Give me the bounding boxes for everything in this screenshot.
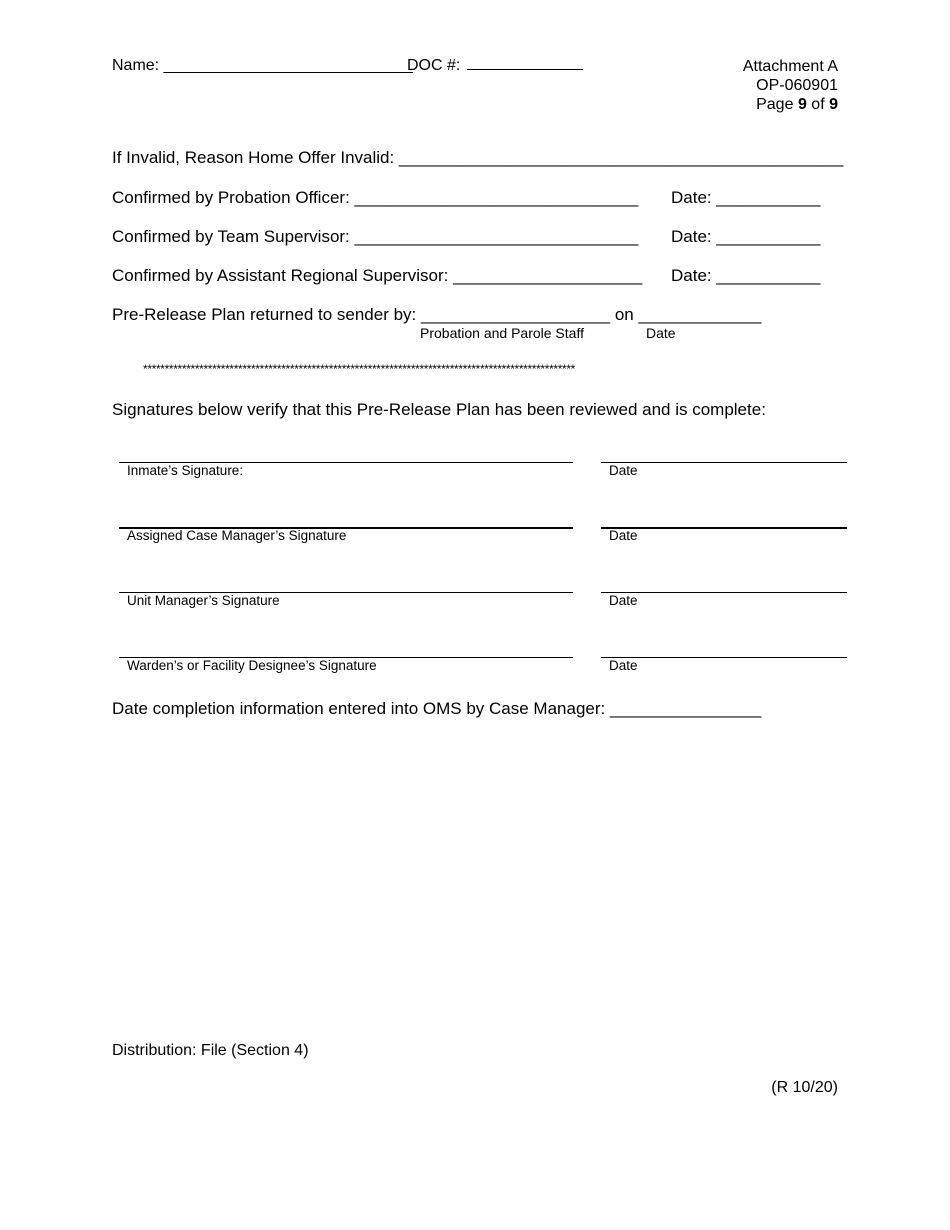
date-line[interactable] [601,657,847,658]
date-label: Date [609,463,638,478]
attachment-block [743,57,838,114]
doc-number-line [467,68,583,70]
probation-officer-date[interactable]: Date: ___________ [671,188,821,207]
date-label: Date [609,593,638,608]
staff-caption: Probation and Parole Staff [420,325,584,341]
date-line[interactable] [601,527,847,529]
team-supervisor-date[interactable]: Date: ___________ [671,227,821,246]
doc-number-label: DOC #: [407,57,461,74]
oms-entry-field[interactable]: Date completion information entered into OMS by Case Manager: ________________ [112,699,762,718]
signature-label: Warden’s or Facility Designee’s Signature [127,658,377,673]
date-label: Date [609,658,638,673]
returned-by-field[interactable]: Pre-Release Plan returned to sender by: ____________________ on _____________ [112,305,762,324]
distribution-note: Distribution: File (Section 4) [112,1042,309,1059]
returned-date-caption: Date [646,325,676,341]
signature-label: Assigned Case Manager’s Signature [127,528,347,543]
name-field[interactable] [112,57,413,75]
invalid-reason-field[interactable]: If Invalid, Reason Home Offer Invalid: _______________________________________________ [112,148,844,167]
name-label: Name: [112,57,160,74]
team-supervisor-field[interactable]: Confirmed by Team Supervisor: ______________________________ [112,227,639,246]
asterisk-separator: **************************************************************************************************** [143,362,575,376]
page-indicator: Page 9 of 9 [756,96,838,113]
assistant-regional-field[interactable]: Confirmed by Assistant Regional Supervisor: ____________________ [112,266,643,285]
revision-code: (R 10/20) [771,1079,838,1096]
assistant-regional-date[interactable]: Date: ___________ [671,266,821,285]
date-line[interactable] [601,462,847,463]
attachment-label: Attachment A [742,58,838,75]
signature-label: Unit Manager’s Signature [127,593,280,608]
op-number: OP-060901 [756,77,838,94]
name-blank: ____________________________ [163,57,413,74]
doc-number-field[interactable] [407,57,583,75]
date-label: Date [609,528,638,543]
probation-officer-field[interactable]: Confirmed by Probation Officer: ______________________________ [112,188,639,207]
date-line[interactable] [601,592,847,593]
signature-label: Inmate’s Signature: [127,463,244,478]
signatures-intro: Signatures below verify that this Pre-Release Plan has been reviewed and is complete: [112,400,766,419]
